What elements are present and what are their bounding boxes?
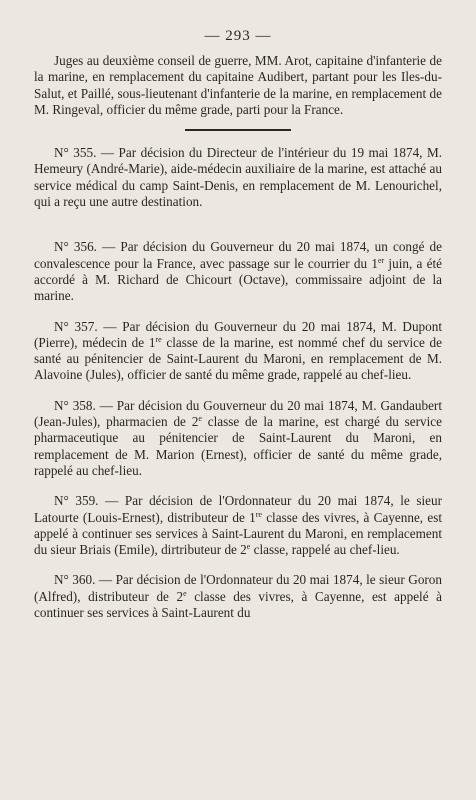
decision-357 — [34, 319, 442, 384]
decision-357-text-a: N° 357. — Par décision du Gouverneur du 20 mai 1874, M. Dupont (Pierre), médecin de 1 — [34, 318, 442, 350]
ordinal-superscript: e — [198, 414, 202, 424]
decision-359 — [34, 493, 442, 558]
decision-358 — [34, 398, 442, 479]
decision-359-text-b: classe des vivres, à Cayenne, est appelé à continuer ses services à Saint-Laurent du Maroni, en remplacement du sieur Briais (Emile), dirtributeur de 2 — [34, 509, 443, 558]
decision-357-text-b: classe de la marine, est nommé chef du service de santé au pénitencier de Saint-Laurent du Maroni, en remplacement de M. Alavoine (Jules), officier de santé du même grade, rappelé au chef-lieu. — [34, 334, 442, 383]
decision-355: N° 355. — Par décision du Directeur de l'intérieur du 19 mai 1874, M. Hemeury (André-Marie), aide-médecin auxiliaire de la marine, est attaché au service médical du camp Saint-Denis, en remplacement de M. Lenourichel, qui a reçu une autre destination. — [34, 145, 442, 210]
intro-paragraph: Juges au deuxième conseil de guerre, MM. Arot, capitaine d'infanterie de la marine, en remplacement du capitaine Audibert, partant pour les Iles-du-Salut, et Paillé, sous-lieutenant d'infanterie de la marine, en remplacement de M. Ringeval, officier du même grade, parti pour la France. — [34, 53, 442, 117]
decision-360-text-a: N° 360. — Par décision de l'Ordonnateur du 20 mai 1874, le sieur Goron (Alfred), distributeur de 2 — [34, 572, 442, 604]
section-divider — [185, 129, 291, 131]
decision-358-text-b: classe de la marine, est chargé du service pharmaceutique au pénitencier de Saint-Laurent du Maroni, en remplacement de M. Marion (Ernest), officier de santé du même grade, rappelé au chef-lieu. — [34, 414, 442, 478]
ordinal-superscript: re — [255, 509, 262, 519]
paragraph-gap — [34, 224, 442, 239]
decision-360 — [34, 572, 442, 621]
decision-356 — [34, 239, 442, 304]
ordinal-superscript: er — [377, 255, 385, 265]
ordinal-superscript: re — [155, 334, 162, 344]
decision-356-text-a: N° 356. — Par décision du Gouverneur du 20 mai 1874, un congé de convalescence pour la France, avec passage sur le courrier du 1 — [34, 239, 442, 271]
decision-359-text-a: N° 359. — Par décision de l'Ordonnateur du 20 mai 1874, le sieur Latourte (Louis-Ernest), distributeur de 1 — [34, 493, 442, 525]
decision-358-text-a: N° 358. — Par décision du Gouverneur du 20 mai 1874, M. Gandaubert (Jean-Jules), pharmacien de 2 — [34, 397, 442, 430]
decision-356-text-b: juin, a été accordé à M. Richard de Chicourt (Octave), commissaire adjoint de la marine. — [34, 255, 442, 304]
ordinal-superscript: e — [246, 542, 251, 552]
ordinal-superscript: e — [183, 588, 187, 598]
page-number: — 293 — — [204, 28, 272, 44]
decision-360-text-b: classe des vivres, à Cayenne, est appelé à continuer ses services à Saint-Laurent du — [34, 588, 442, 621]
decision-359-text-c: classe, rappelé au chef-lieu. — [250, 542, 400, 558]
